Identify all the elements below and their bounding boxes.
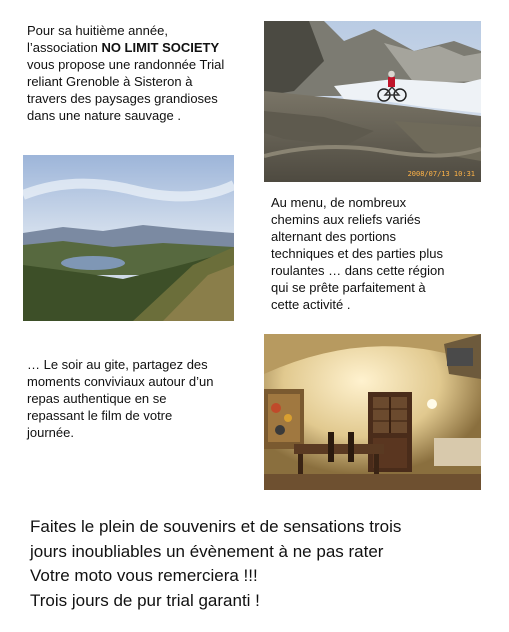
- intro-line-2-prefix: l’association: [27, 40, 102, 55]
- closing-paragraph: [30, 515, 495, 613]
- closing-line-3: Votre moto vous remerciera !!!: [30, 566, 258, 585]
- intro-line-5: travers des paysages grandioses: [27, 91, 218, 106]
- closing-line-1: Faites le plein de souvenirs et de sensations trois: [30, 517, 402, 536]
- evening-line-3: repas authentique en se: [27, 391, 167, 406]
- menu-paragraph: [271, 194, 496, 313]
- intro-line-2: [27, 39, 252, 56]
- closing-line-4: Trois jours de pur trial garanti !: [30, 590, 260, 610]
- intro-line-1: Pour sa huitième année,: [27, 23, 168, 38]
- intro-line-6: dans une nature sauvage .: [27, 108, 181, 123]
- evening-line-4: repassant le film de votre: [27, 408, 173, 423]
- intro-paragraph: [27, 22, 252, 124]
- menu-line-1: Au menu, de nombreux: [271, 195, 407, 210]
- photo-timestamp: 2008/07/13 10:31: [407, 170, 475, 178]
- gite-vaulted-dining-room-photo: [264, 334, 481, 490]
- organization-name: NO LIMIT SOCIETY: [101, 40, 220, 55]
- intro-line-3: vous propose une randonnée Trial: [27, 57, 225, 72]
- menu-line-5: roulantes … dans cette région: [271, 263, 445, 278]
- menu-line-3: alternant des portions: [271, 229, 397, 244]
- menu-line-2: chemins aux reliefs variés: [271, 212, 421, 227]
- mountain-trail-rider-photo: [264, 21, 481, 182]
- intro-line-4: reliant Grenoble à Sisteron à: [27, 74, 193, 89]
- evening-line-1: … Le soir au gite, partagez des: [27, 357, 208, 372]
- menu-line-6: qui se prête parfaitement à: [271, 280, 426, 295]
- evening-line-2: moments conviviaux autour d’un: [27, 374, 214, 389]
- evening-paragraph: [27, 356, 262, 441]
- closing-line-2: jours inoubliables un évènement à ne pas rater: [30, 541, 384, 561]
- menu-line-4: techniques et des parties plus: [271, 246, 443, 261]
- valley-lake-landscape-photo: [23, 155, 234, 321]
- evening-line-5: journée.: [27, 425, 74, 440]
- menu-line-7: cette activité .: [271, 297, 351, 312]
